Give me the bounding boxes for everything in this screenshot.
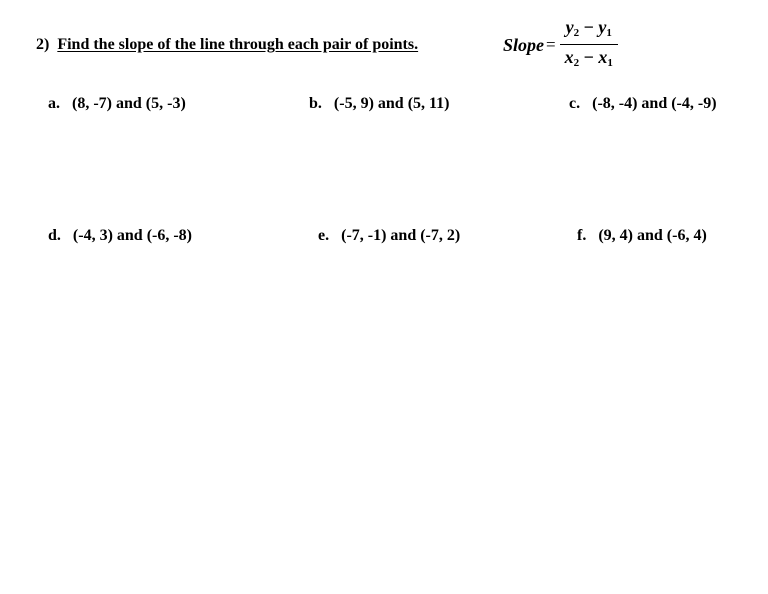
problem-f: f. (9, 4) and (-6, 4) bbox=[577, 227, 707, 244]
problem-e: e. (-7, -1) and (-7, 2) bbox=[318, 227, 461, 244]
problem-number: 2) bbox=[36, 36, 50, 53]
instruction-text: Find the slope of the line through each pair of points. bbox=[57, 36, 419, 53]
problem-header bbox=[36, 36, 418, 54]
formula-denominator: $x_2 - x_1$ bbox=[564, 47, 613, 69]
problem-c: c. (-8, -4) and (-4, -9) bbox=[569, 95, 717, 112]
formula-numerator: $y_2 - y_1$ bbox=[560, 17, 618, 45]
slope-formula bbox=[503, 17, 619, 73]
problem-a: a. (8, -7) and (5, -3) bbox=[48, 95, 186, 112]
formula-equals: = bbox=[546, 35, 556, 54]
formula-fraction bbox=[559, 17, 619, 73]
problem-d: d. (-4, 3) and (-6, -8) bbox=[48, 227, 192, 244]
formula-label: Slope bbox=[503, 34, 545, 55]
problem-b: b. (-5, 9) and (5, 11) bbox=[309, 95, 450, 112]
